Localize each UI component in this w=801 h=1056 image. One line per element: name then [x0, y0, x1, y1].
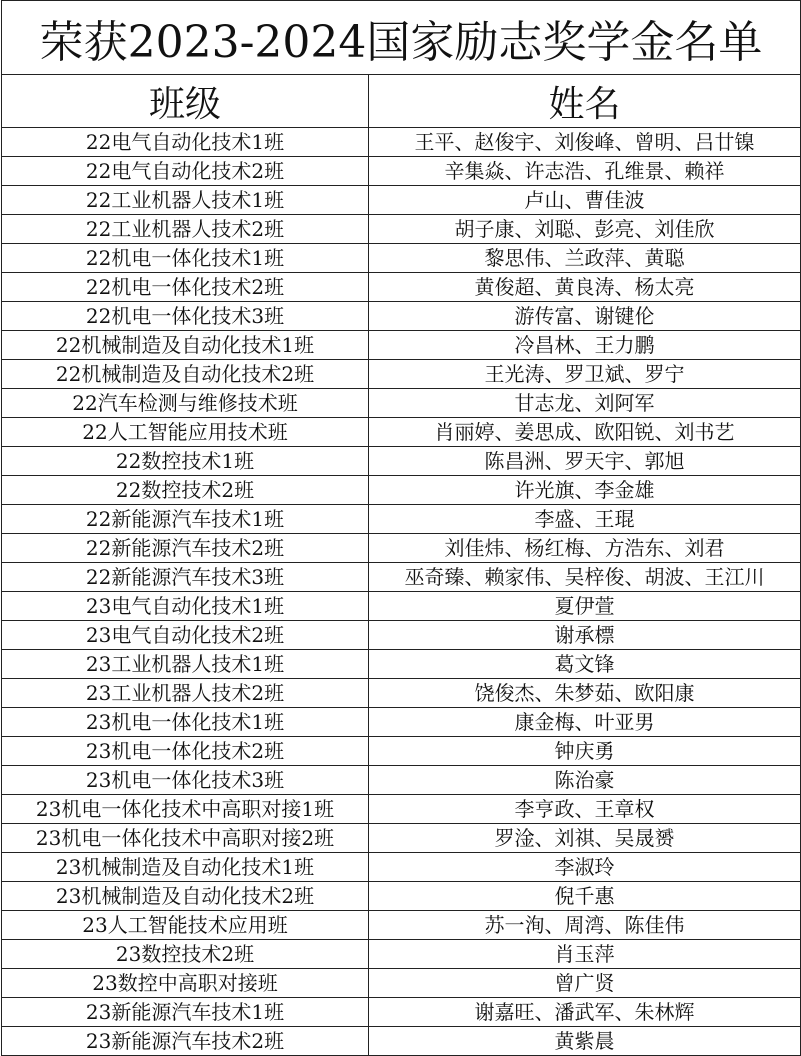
names-cell: 肖玉萍 — [369, 940, 801, 969]
names-cell: 钟庆勇 — [369, 737, 801, 766]
table-row — [2, 273, 801, 302]
table-row — [2, 969, 801, 998]
table-row — [2, 679, 801, 708]
class-cell: 22电气自动化技术1班 — [2, 128, 369, 157]
award-table — [1, 0, 801, 1056]
table-row — [2, 302, 801, 331]
table-row — [2, 708, 801, 737]
table-row — [2, 563, 801, 592]
names-cell: 王平、赵俊宇、刘俊峰、曾明、吕廿镍 — [369, 128, 801, 157]
names-cell: 罗淦、刘祺、吴晟赟 — [369, 824, 801, 853]
table-row — [2, 824, 801, 853]
names-cell: 许光旗、李金雄 — [369, 476, 801, 505]
class-cell: 22人工智能应用技术班 — [2, 418, 369, 447]
class-cell: 23机电一体化技术3班 — [2, 766, 369, 795]
table-row — [2, 650, 801, 679]
table-row — [2, 853, 801, 882]
table-row — [2, 534, 801, 563]
class-cell: 22数控技术2班 — [2, 476, 369, 505]
class-cell: 23机电一体化技术中高职对接1班 — [2, 795, 369, 824]
names-cell: 李淑玲 — [369, 853, 801, 882]
column-header-name: 姓名 — [369, 75, 801, 128]
class-cell: 23机电一体化技术2班 — [2, 737, 369, 766]
class-cell: 23电气自动化技术2班 — [2, 621, 369, 650]
names-cell: 甘志龙、刘阿军 — [369, 389, 801, 418]
column-header-class: 班级 — [2, 75, 369, 128]
class-cell: 22新能源汽车技术2班 — [2, 534, 369, 563]
names-cell: 谢嘉旺、潘武军、朱林辉 — [369, 998, 801, 1027]
class-cell: 22机电一体化技术2班 — [2, 273, 369, 302]
class-cell: 23机械制造及自动化技术2班 — [2, 882, 369, 911]
names-cell: 陈昌洲、罗天宇、郭旭 — [369, 447, 801, 476]
names-cell: 冷昌林、王力鹏 — [369, 331, 801, 360]
names-cell: 李盛、王琨 — [369, 505, 801, 534]
table-row — [2, 795, 801, 824]
class-cell: 23数控技术2班 — [2, 940, 369, 969]
table-row — [2, 389, 801, 418]
names-cell: 黎思伟、兰政萍、黄聪 — [369, 244, 801, 273]
class-cell: 22机械制造及自动化技术2班 — [2, 360, 369, 389]
table-row — [2, 244, 801, 273]
table-row — [2, 882, 801, 911]
table-row — [2, 621, 801, 650]
class-cell: 23工业机器人技术1班 — [2, 650, 369, 679]
names-cell: 肖丽婷、姜思成、欧阳锐、刘书艺 — [369, 418, 801, 447]
class-cell: 22工业机器人技术2班 — [2, 215, 369, 244]
names-cell: 黄俊超、黄良涛、杨太亮 — [369, 273, 801, 302]
names-cell: 黄紫晨 — [369, 1027, 801, 1056]
class-cell: 22电气自动化技术2班 — [2, 157, 369, 186]
names-cell: 葛文锋 — [369, 650, 801, 679]
names-cell: 谢承標 — [369, 621, 801, 650]
table-row — [2, 186, 801, 215]
names-cell: 胡子康、刘聪、彭亮、刘佳欣 — [369, 215, 801, 244]
table-row — [2, 476, 801, 505]
class-cell: 23机械制造及自动化技术1班 — [2, 853, 369, 882]
class-cell: 22新能源汽车技术1班 — [2, 505, 369, 534]
class-cell: 22数控技术1班 — [2, 447, 369, 476]
table-row — [2, 998, 801, 1027]
table-row — [2, 1027, 801, 1056]
names-cell: 游传富、谢键伦 — [369, 302, 801, 331]
class-cell: 23人工智能技术应用班 — [2, 911, 369, 940]
class-cell: 23工业机器人技术2班 — [2, 679, 369, 708]
class-cell: 23电气自动化技术1班 — [2, 592, 369, 621]
table-row — [2, 447, 801, 476]
names-cell: 陈治豪 — [369, 766, 801, 795]
table-body — [2, 128, 801, 1056]
names-cell: 饶俊杰、朱梦茹、欧阳康 — [369, 679, 801, 708]
class-cell: 23机电一体化技术中高职对接2班 — [2, 824, 369, 853]
names-cell: 夏伊萱 — [369, 592, 801, 621]
table-row — [2, 940, 801, 969]
names-cell: 苏一洵、周湾、陈佳伟 — [369, 911, 801, 940]
table-row — [2, 331, 801, 360]
class-cell: 23数控中高职对接班 — [2, 969, 369, 998]
names-cell: 卢山、曹佳波 — [369, 186, 801, 215]
table-row — [2, 737, 801, 766]
names-cell: 曾广贤 — [369, 969, 801, 998]
names-cell: 倪千惠 — [369, 882, 801, 911]
class-cell: 22机电一体化技术3班 — [2, 302, 369, 331]
names-cell: 巫奇臻、赖家伟、吴梓俊、胡波、王江川 — [369, 563, 801, 592]
table-row — [2, 592, 801, 621]
table-row — [2, 505, 801, 534]
names-cell: 刘佳炜、杨红梅、方浩东、刘君 — [369, 534, 801, 563]
class-cell: 23机电一体化技术1班 — [2, 708, 369, 737]
class-cell: 22新能源汽车技术3班 — [2, 563, 369, 592]
names-cell: 康金梅、叶亚男 — [369, 708, 801, 737]
table-row — [2, 157, 801, 186]
table-row — [2, 766, 801, 795]
class-cell: 22机电一体化技术1班 — [2, 244, 369, 273]
class-cell: 22工业机器人技术1班 — [2, 186, 369, 215]
class-cell: 22汽车检测与维修技术班 — [2, 389, 369, 418]
table-row — [2, 215, 801, 244]
class-cell: 23新能源汽车技术1班 — [2, 998, 369, 1027]
names-cell: 李亨政、王章权 — [369, 795, 801, 824]
table-row — [2, 360, 801, 389]
names-cell: 王光涛、罗卫斌、罗宁 — [369, 360, 801, 389]
table-row — [2, 911, 801, 940]
class-cell: 22机械制造及自动化技术1班 — [2, 331, 369, 360]
names-cell: 辛集焱、许志浩、孔维景、赖祥 — [369, 157, 801, 186]
table-row — [2, 128, 801, 157]
class-cell: 23新能源汽车技术2班 — [2, 1027, 369, 1056]
table-row — [2, 418, 801, 447]
table-title: 荣获2023-2024国家励志奖学金名单 — [2, 1, 801, 75]
